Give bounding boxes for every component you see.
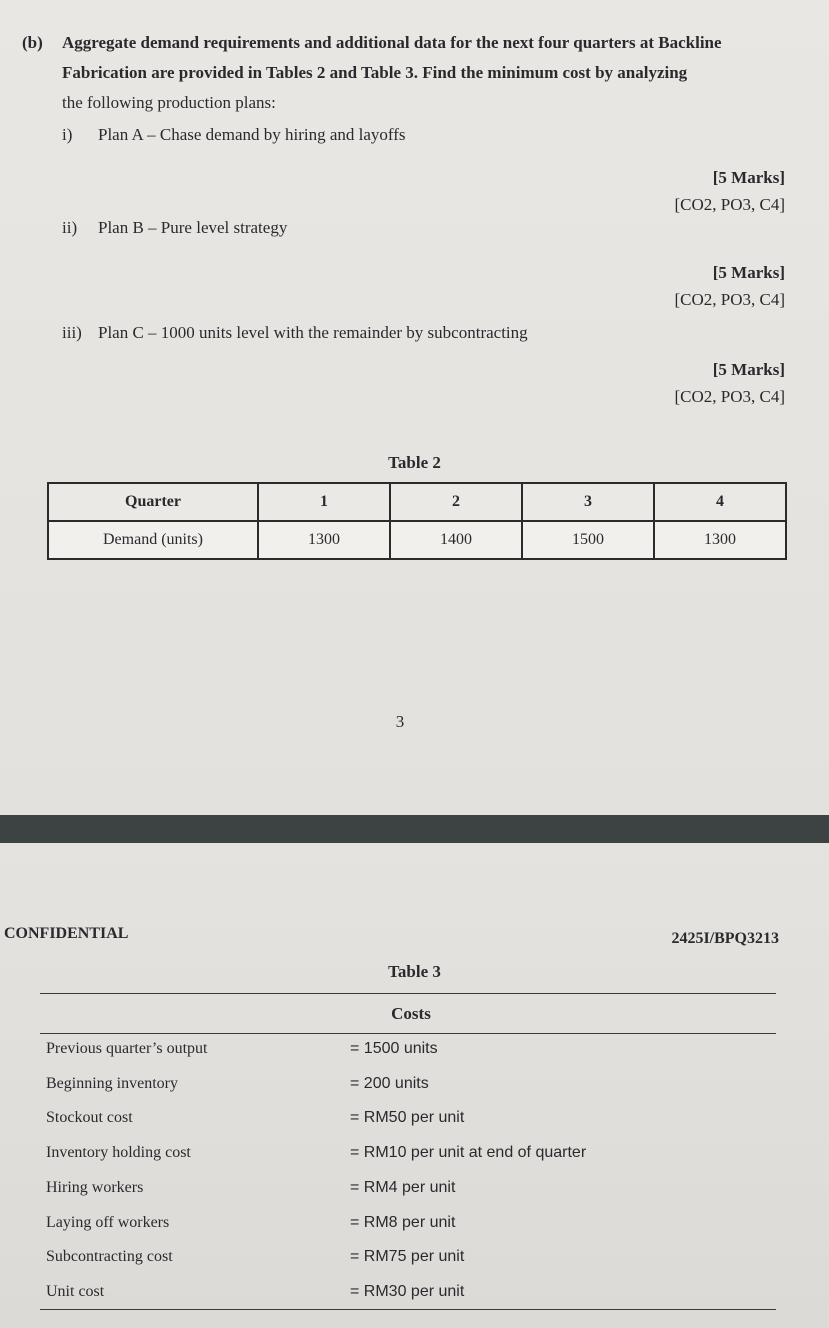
course-code: 2425I/BPQ3213 xyxy=(671,930,779,947)
part-iii-number: iii) xyxy=(62,323,82,342)
confidential-label: CONFIDENTIAL xyxy=(4,925,129,942)
part-i-text: Plan A – Chase demand by hiring and layoffs xyxy=(98,125,406,144)
cost-label: Stockout cost xyxy=(46,1109,133,1126)
table-header-cell: 4 xyxy=(654,483,786,521)
list-item xyxy=(46,1283,786,1307)
table-header-cell: 1 xyxy=(258,483,390,521)
cost-label: Beginning inventory xyxy=(46,1075,178,1092)
cost-value: = 200 units xyxy=(350,1075,429,1092)
table-header-cell: 2 xyxy=(390,483,522,521)
table-3-top-rule xyxy=(40,993,776,994)
cost-value: = RM30 per unit xyxy=(350,1283,465,1300)
cost-label: Laying off workers xyxy=(46,1214,170,1231)
part-ii-number: ii) xyxy=(62,218,78,237)
cost-value: = RM75 per unit xyxy=(350,1248,465,1265)
list-item xyxy=(46,1179,786,1203)
part-iii-tags: [CO2, PO3, C4] xyxy=(674,387,785,406)
table-3-caption: Table 3 xyxy=(388,962,441,981)
cost-label: Previous quarter’s output xyxy=(46,1040,208,1057)
table-3-bottom-rule xyxy=(40,1309,776,1310)
table-row xyxy=(48,521,786,559)
part-ii-text: Plan B – Pure level strategy xyxy=(98,218,288,237)
table-cell: Demand (units) xyxy=(48,521,258,559)
part-i-marks: [5 Marks] xyxy=(712,168,785,187)
cost-label: Subcontracting cost xyxy=(46,1248,173,1265)
table-cell: 1400 xyxy=(390,521,522,559)
list-item xyxy=(46,1109,786,1133)
table-header-cell: Quarter xyxy=(48,483,258,521)
table-header-cell: 3 xyxy=(522,483,654,521)
question-intro-line-1: Aggregate demand requirements and additional data for the next four quarters at Backline xyxy=(62,33,722,52)
page-gap-divider xyxy=(0,815,829,843)
list-item xyxy=(46,1214,786,1238)
table-2-caption: Table 2 xyxy=(388,453,441,472)
list-item xyxy=(46,1075,786,1099)
part-ii-tags: [CO2, PO3, C4] xyxy=(674,290,785,309)
cost-value: = RM50 per unit xyxy=(350,1109,465,1126)
cost-value: = RM4 per unit xyxy=(350,1179,456,1196)
part-iii-text: Plan C – 1000 units level with the remainder by subcontracting xyxy=(98,323,528,342)
question-label: (b) xyxy=(22,33,43,52)
table-3-header-rule xyxy=(40,1033,776,1034)
question-intro-line-3: the following production plans: xyxy=(62,93,276,112)
cost-value: = RM8 per unit xyxy=(350,1214,456,1231)
cost-value: = 1500 units xyxy=(350,1040,438,1057)
cost-label: Hiring workers xyxy=(46,1179,144,1196)
table-header-row xyxy=(48,483,786,521)
list-item xyxy=(46,1248,786,1272)
cost-label: Unit cost xyxy=(46,1283,105,1300)
part-iii-marks: [5 Marks] xyxy=(712,360,785,379)
cost-value: = RM10 per unit at end of quarter xyxy=(350,1144,587,1161)
cost-label: Inventory holding cost xyxy=(46,1144,191,1161)
table-cell: 1300 xyxy=(654,521,786,559)
table-cell: 1300 xyxy=(258,521,390,559)
table-3-subheader: Costs xyxy=(391,1004,431,1023)
page-number: 3 xyxy=(395,712,405,731)
question-intro-line-2: Fabrication are provided in Tables 2 and Table 3. Find the minimum cost by analyzing xyxy=(62,63,688,82)
demand-table xyxy=(47,482,787,560)
part-i-number: i) xyxy=(62,125,73,144)
list-item xyxy=(46,1144,786,1168)
part-i-tags: [CO2, PO3, C4] xyxy=(674,195,785,214)
table-cell: 1500 xyxy=(522,521,654,559)
part-ii-marks: [5 Marks] xyxy=(712,263,785,282)
list-item xyxy=(46,1040,786,1064)
